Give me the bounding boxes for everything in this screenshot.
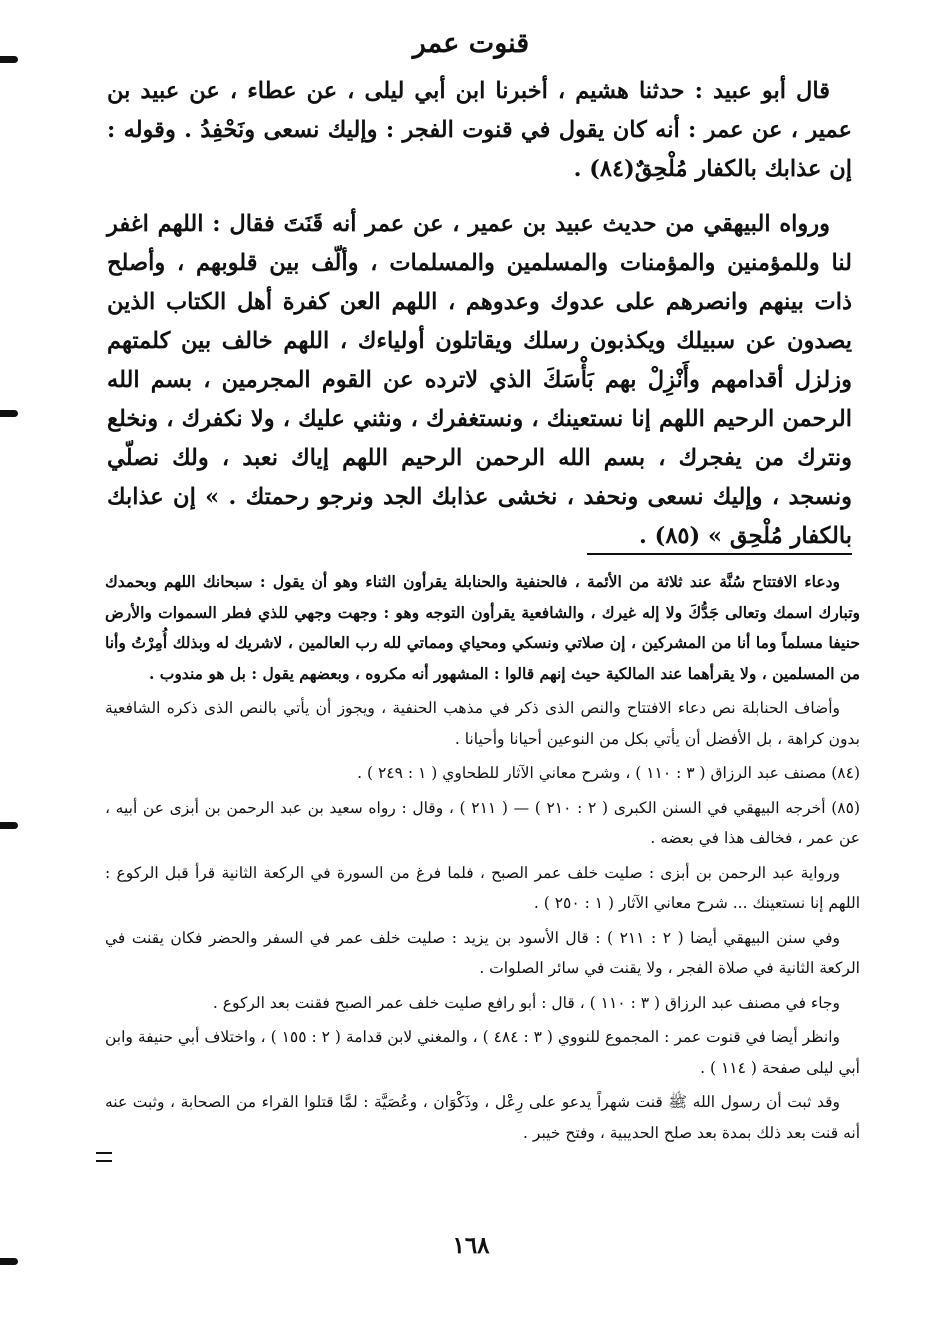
footnote-paragraph: ودعاء الافتتاح سُنَّة عند ثلاثة من الأئمة ، فالحنفية والحنابلة يقرأون الثناء وهو أن يقول : سبحانك اللهم وبحمدك وتبارك اسمك وتعالى جَدُّكَ ولا إله غيرك ، والشافعية يقرأون التوجه وهو : وجهت وجهي للذي فطر السموات والأرض حنيفا مسلماً وما أنا من المشركين ، إن صلاتي ونسكي ومحياي ومماتي لله رب العالمين ، لاشريك له وبذلك أُمِرْتُ وأنا من المسلمين ، ولا يقرأهما عند المالكية حيث إنهم قالوا : المشهور أنه مكروه ، وبعضهم يقول : بل هو مندوب . (105, 572, 860, 683)
footnotes (105, 567, 860, 1152)
footnote-paragraph: وقد ثبت أن رسول الله ﷺ قنت شهراً يدعو على رِعْل ، وذَكْوَان ، وعُصَيَّة : لمَّا قتلوا القراء من الصحابة ، وثبت عنه أنه قنت بعد ذلك بمدة بعد صلح الحديبية ، وفتح خيبر . (105, 1093, 860, 1142)
main-text (107, 72, 852, 572)
scan-binding-mark (0, 410, 18, 417)
scan-binding-mark (0, 822, 18, 829)
scan-binding-mark (0, 56, 18, 63)
footnote-paragraph: وانظر أيضا في قنوت عمر : المجموع للنووي ( ٣ : ٤٨٤ ) ، والمغني لابن قدامة ( ٢ : ١٥٥ ) ، واختلاف أبي حنيفة وابن أبي ليلى صفحة ( ١١٤ ) . (105, 1028, 860, 1077)
footnote-paragraph: وجاء في مصنف عبد الرزاق ( ٣ : ١١٠ ) ، قال : أبو رافع صليت خلف عمر الصبح فقنت بعد الركوع . (212, 993, 840, 1012)
scan-binding-mark (0, 1258, 18, 1265)
main-paragraph: قال أبو عبيد : حدثنا هشيم ، أخبرنا ابن أبي ليلى ، عن عطاء ، عن عبيد بن عمير ، عن عمر : أنه كان يقول في قنوت الفجر : وإليك نسعى ونَحْفِدُ . وقوله : إن عذابك بالكفار مُلْحِقٌ(٨٤) . (107, 78, 852, 182)
footnote-entry-84: (٨٤) مصنف عبد الرزاق ( ٣ : ١١٠ ) ، وشرح معاني الآثار للطحاوي ( ١ : ٢٤٩ ) . (357, 764, 860, 782)
footnote-paragraph: وأضاف الحنابلة نص دعاء الافتتاح والنص الذى ذكر في مذهب الحنفية ، ويجوز أن يأتي بالنص الذى ذكره الشافعية بدون كراهة ، بل الأفضل أن يأتي بكل من النوعين أحيانا وأحيانا . (105, 699, 860, 748)
page-title: قنوت عمر (412, 28, 530, 59)
footnote-paragraph: وفي سنن البيهقي أيضا ( ٢ : ٢١١ ) : قال الأسود بن يزيد : صليت خلف عمر في السفر والحضر فكان يقنت في الركعة الثانية في صلاة الفجر ، ولا يقنت في سائر الصلوات . (105, 928, 860, 977)
footnote-separator (587, 553, 852, 555)
page-number: ١٦٨ (452, 1232, 490, 1259)
main-paragraph: ورواه البيهقي من حديث عبيد بن عمير ، عن عمر أنه قَنَتَ فقال : اللهم اغفر لنا وللمؤمنين والمؤمنات والمسلمين والمسلمات ، وألّف بين قلوبهم ، وأصلح ذات بينهم وانصرهم على عدوك وعدوهم ، اللهم العن كفرة أهل الكتاب الذين يصدون عن سبيلك ويكذبون رسلك ويقاتلون أولياءك ، اللهم خالف بين كلمتهم وزلزل أقدامهم وأَنْزِلْ بهم بَأْسَكَ الذي لاترده عن القوم المجرمين ، بسم الله الرحمن الرحيم اللهم إنا نستعينك ، ونستغفرك ، ونثني عليك ، ولا نكفرك ، ونخلع ونترك من يفجرك ، بسم الله الرحمن الرحيم اللهم إياك نعبد ، ولك نصلّي ونسجد ، وإليك نسعى ونحفد ، نخشى عذابك الجد ونرجو رحمتك . » إن عذابك بالكفار مُلْحِق » (٨٥) . (107, 211, 852, 549)
end-mark (96, 1152, 112, 1162)
footnote-paragraph: ورواية عبد الرحمن بن أبزى : صليت خلف عمر الصبح ، فلما فرغ من السورة في الركعة الثانية قرأ قبل الركوع : اللهم إنا نستعينك ... شرح معاني الآثار ( ١ : ٢٥٠ ) . (105, 863, 860, 912)
footnote-entry-85: (٨٥) أخرجه البيهقي في السنن الكبرى ( ٢ : ٢١٠ ) — ( ٢١١ ) ، وقال : رواه سعيد بن عبد الرحمن بن أبزى عن أبيه ، عن عمر ، فخالف هذا في بعضه . (105, 798, 860, 847)
